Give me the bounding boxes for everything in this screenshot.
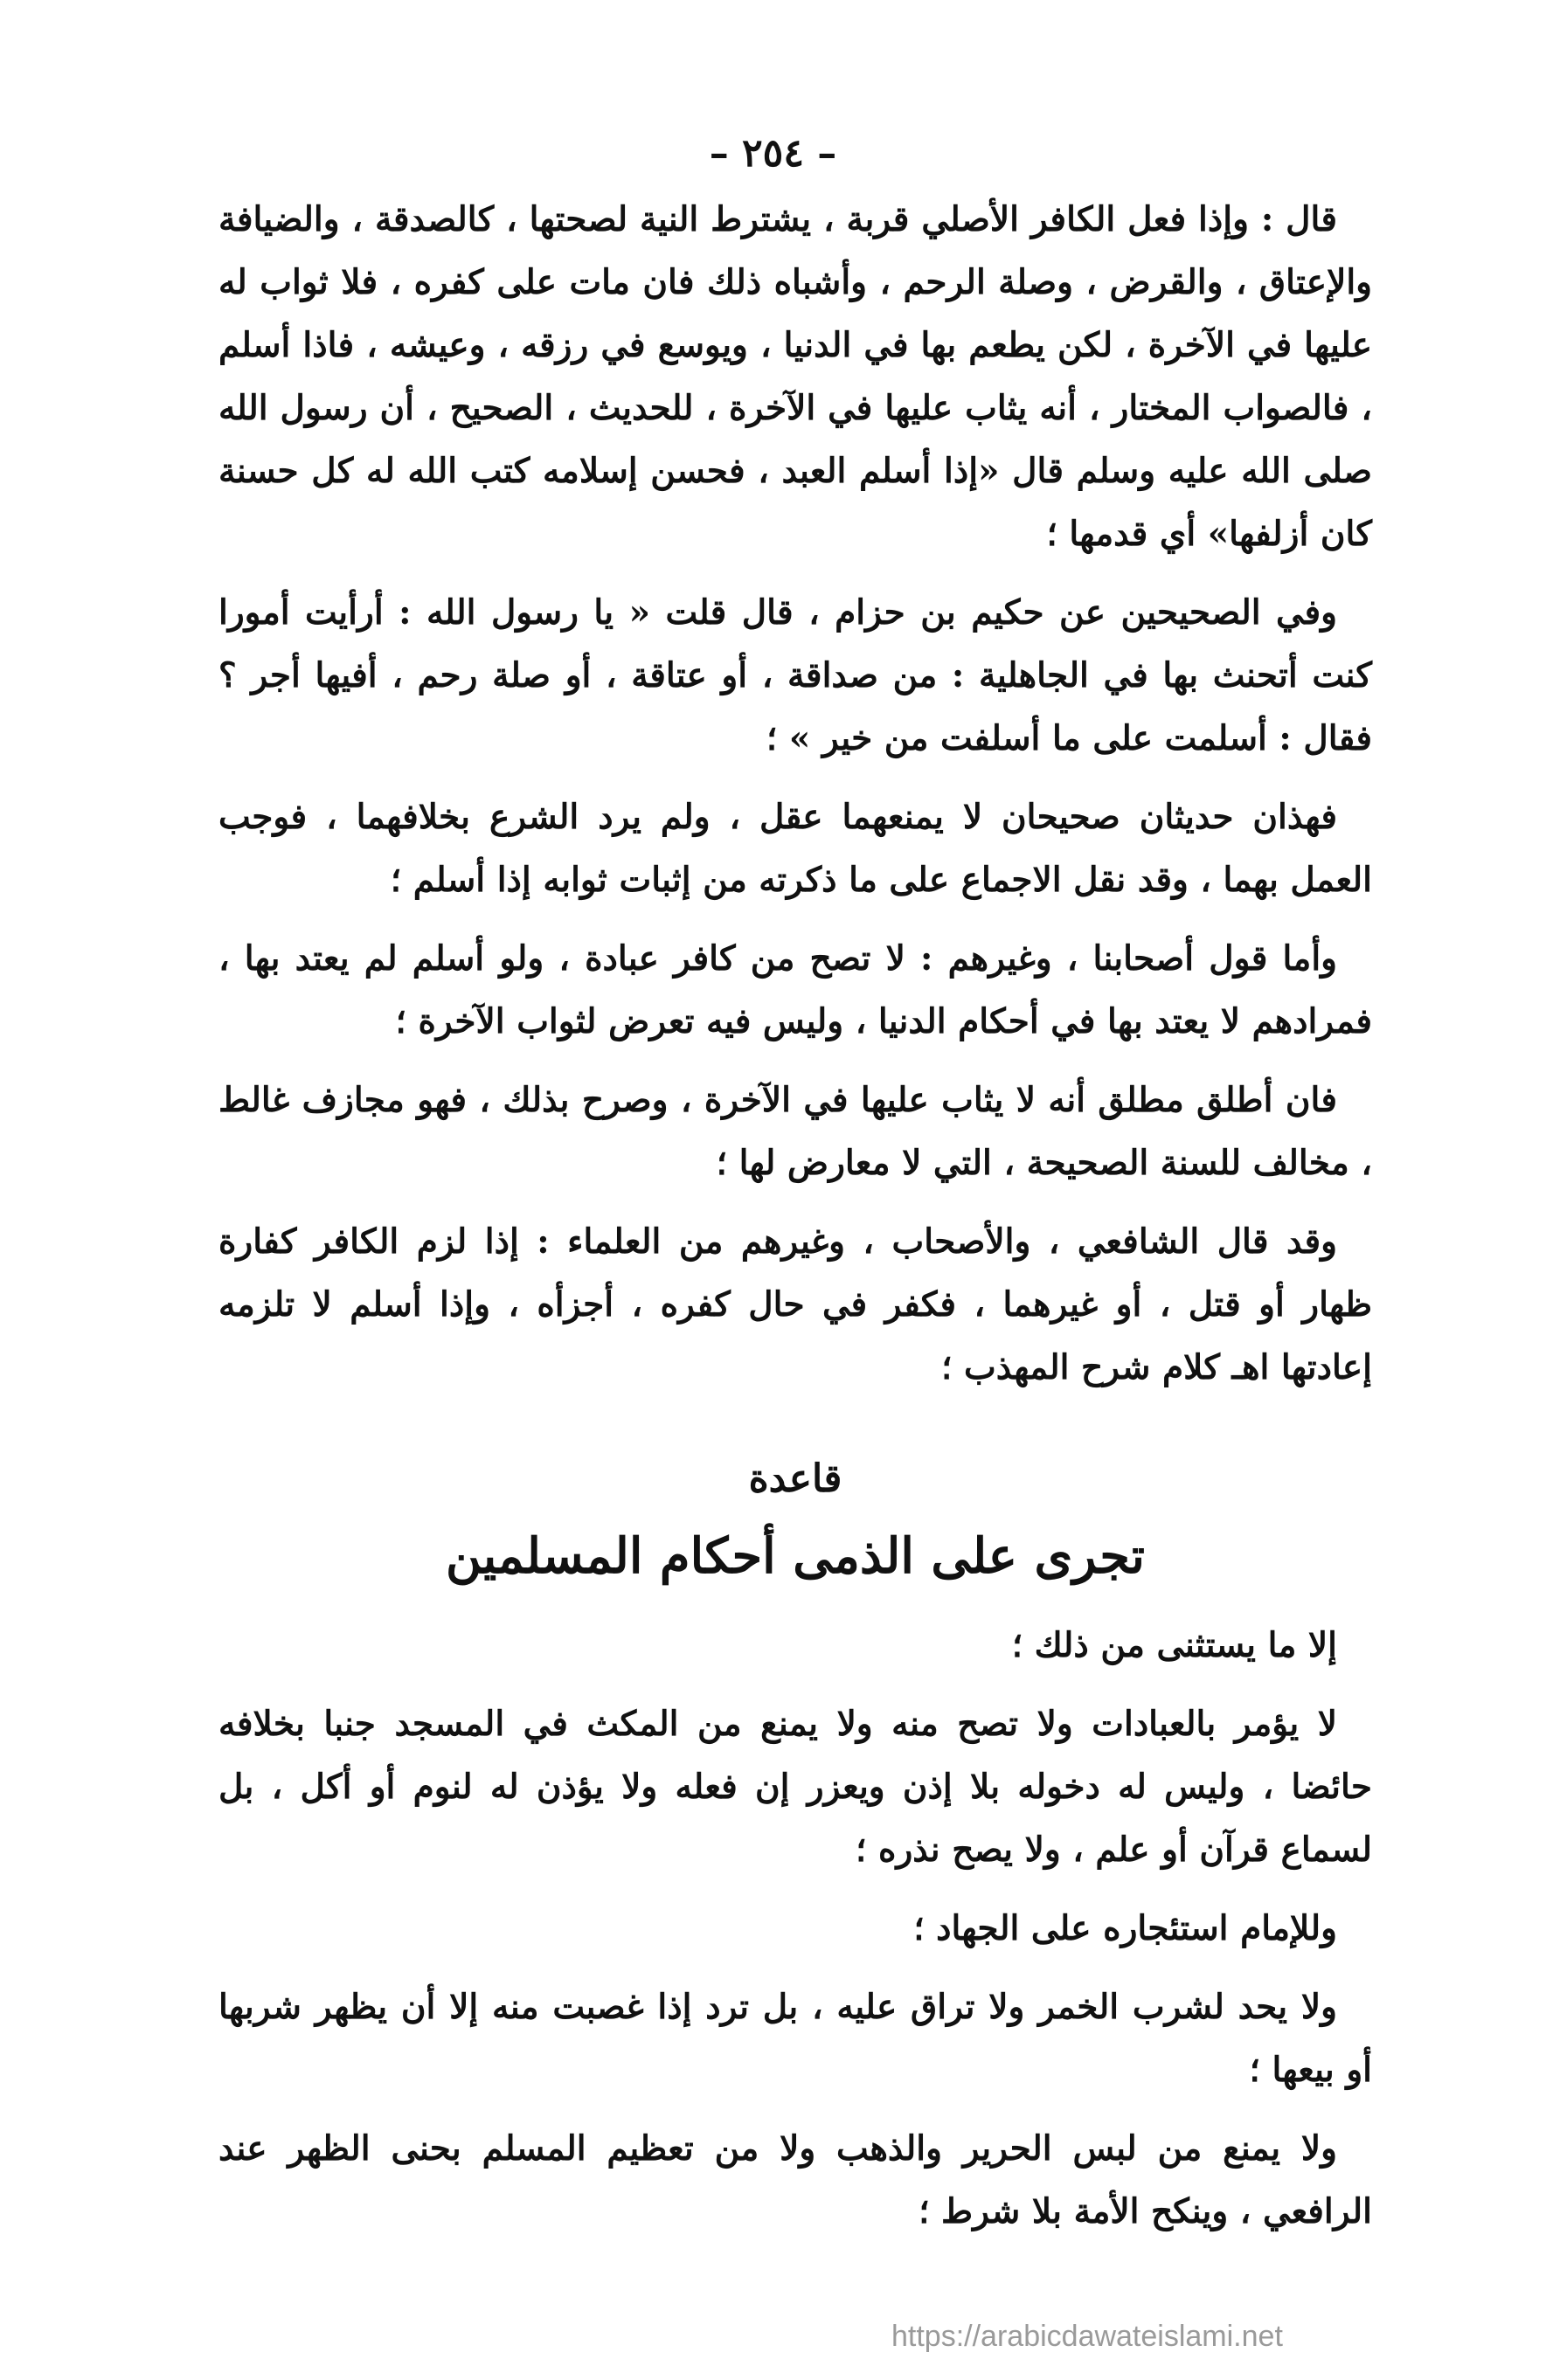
paragraph: وقد قال الشافعي ، والأصحاب ، وغيرهم من العلماء : إذا لزم الكافر كفارة ظهار أو قتل ، أو غيرهما ، فكفر في حال كفره ، أجزأه ، وإذا أسلم لا تلزمه إعادتها اهـ كلام شرح المهذب ؛ <box>218 1221 1372 1387</box>
paragraph: وفي الصحيحين عن حكيم بن حزام ، قال قلت « يا رسول الله : أرأيت أمورا كنت أتحنث بها في الجاهلية : من صداقة ، أو عتاقة ، أو صلة رحم ، أفيها أجر ؟ فقال : أسلمت على ما أسلفت من خير » ؛ <box>218 592 1372 758</box>
source-watermark: https://arabicdawateislami.net <box>891 2320 1283 2353</box>
page-number: – ٢٥٤ – <box>709 131 837 176</box>
paragraph: فان أطلق مطلق أنه لا يثاب عليها في الآخرة ، وصرح بذلك ، فهو مجازف غالط ، مخالف للسنة الصحيحة ، التي لا معارض لها ؛ <box>218 1080 1372 1183</box>
section-title: تجرى على الذمى أحكام المسلمين <box>446 1527 1145 1585</box>
paragraph: قال : وإذا فعل الكافر الأصلي قربة ، يشترط النية لصحتها ، كالصدقة ، والضيافة والإعتاق ، والقرض ، وصلة الرحم ، وأشباه ذلك فان مات على كفره ، فلا ثواب له عليها في الآخرة ، لكن يطعم بها في الدنيا ، ويوسع في رزقه ، وعيشه ، فاذا أسلم ، فالصواب المختار ، أنه يثاب عليها في الآخرة ، للحديث ، الصحيح ، أن رسول الله صلى الله عليه وسلم قال «إذا أسلم العبد ، فحسن إسلامه كتب الله له كل حسنة كان أزلفها» أي قدمها ؛ <box>218 199 1372 554</box>
section-label: قاعدة <box>748 1456 842 1501</box>
paragraph: ولا يمنع من لبس الحرير والذهب ولا من تعظيم المسلم بحنى الظهر عند الرافعي ، وينكح الأمة بلا شرط ؛ <box>218 2128 1372 2231</box>
paragraph: فهذان حديثان صحيحان لا يمنعهما عقل ، ولم يرد الشرع بخلافهما ، فوجب العمل بهما ، وقد نقل الاجماع على ما ذكرته من إثبات ثوابه إذا أسلم ؛ <box>218 797 1372 900</box>
page-body <box>218 188 1372 2259</box>
paragraph: ولا يحد لشرب الخمر ولا تراق عليه ، بل ترد إذا غصبت منه إلا أن يظهر شربها أو بيعها ؛ <box>218 1987 1372 2090</box>
paragraph: لا يؤمر بالعبادات ولا تصح منه ولا يمنع من المكث في المسجد جنبا بخلافه حائضا ، وليس له دخوله بلا إذن ويعزر إن فعله ولا يؤذن له لنوم أو أكل ، بل لسماع قرآن أو علم ، ولا يصح نذره ؛ <box>218 1704 1372 1870</box>
paragraph: إلا ما يستثنى من ذلك ؛ <box>1011 1625 1337 1665</box>
paragraph: وللإمام استئجاره على الجهاد ؛ <box>913 1908 1337 1948</box>
paragraph: وأما قول أصحابنا ، وغيرهم : لا تصح من كافر عبادة ، ولو أسلم لم يعتد بها ، فمرادهم لا يعتد بها في أحكام الدنيا ، وليس فيه تعرض لثواب الآخرة ؛ <box>218 938 1372 1041</box>
